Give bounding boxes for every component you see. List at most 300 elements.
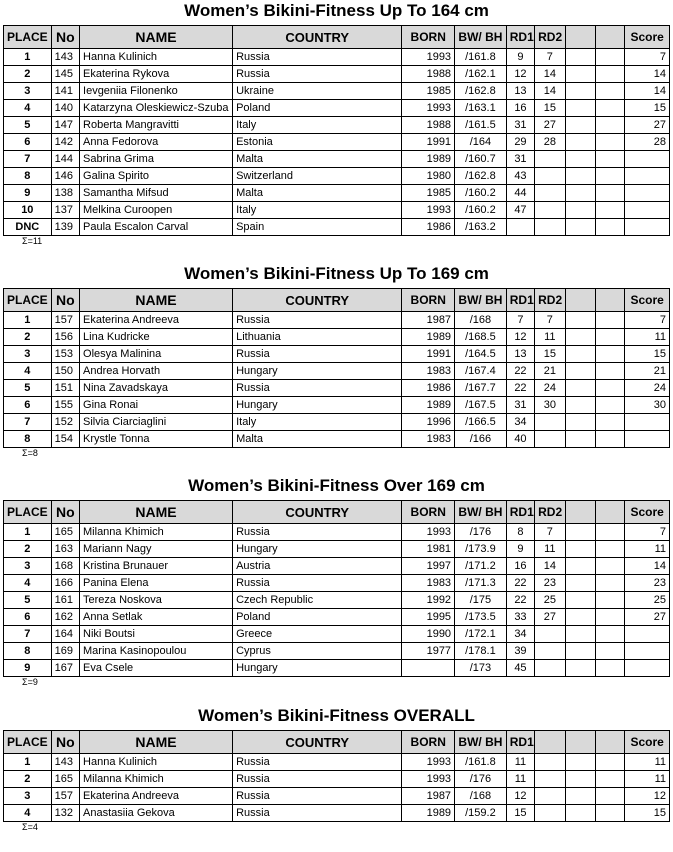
born-cell: 1991	[402, 346, 455, 363]
place-cell: 4	[4, 805, 52, 822]
table-row	[4, 168, 670, 185]
blank-cell	[565, 329, 595, 346]
score-cell: 27	[625, 609, 670, 626]
score-cell	[625, 202, 670, 219]
score-cell: 11	[625, 329, 670, 346]
rd1-cell: 16	[506, 100, 534, 117]
blank-cell	[565, 575, 595, 592]
blank-cell	[595, 524, 624, 541]
country-cell: Ukraine	[233, 83, 402, 100]
name-cell: Niki Boutsi	[80, 626, 233, 643]
rd2-cell	[535, 185, 565, 202]
born-cell: 1989	[402, 805, 455, 822]
name-cell: Gina Ronai	[80, 397, 233, 414]
blank-cell	[595, 771, 624, 788]
blank-cell	[565, 66, 595, 83]
bib-number-cell: 142	[51, 134, 79, 151]
rd2-cell: 30	[535, 397, 565, 414]
rd2-cell: 24	[535, 380, 565, 397]
blank-cell	[595, 134, 624, 151]
rd1-cell: 43	[506, 168, 534, 185]
header-bw-bh: BW/ BH	[455, 289, 507, 312]
rd2-cell	[535, 805, 565, 822]
bib-number-cell: 141	[51, 83, 79, 100]
rd1-cell	[506, 219, 534, 236]
table-row	[4, 575, 670, 592]
place-cell: 2	[4, 541, 52, 558]
header-blank	[595, 289, 624, 312]
born-cell: 1992	[402, 592, 455, 609]
country-cell: Hungary	[233, 541, 402, 558]
bw-bh-cell: /160.2	[455, 202, 507, 219]
bib-number-cell: 147	[51, 117, 79, 134]
name-cell: Ekaterina Andreeva	[80, 312, 233, 329]
rd1-cell: 22	[506, 363, 534, 380]
header-bw-bh: BW/ BH	[455, 26, 507, 49]
table-row	[4, 363, 670, 380]
blank-cell	[565, 219, 595, 236]
header-score: Score	[625, 289, 670, 312]
place-cell: 7	[4, 151, 52, 168]
header-blank	[595, 501, 624, 524]
bib-number-cell: 155	[51, 397, 79, 414]
born-cell: 1997	[402, 558, 455, 575]
blank-cell	[565, 168, 595, 185]
rd1-cell: 34	[506, 626, 534, 643]
header-born: BORN	[402, 731, 455, 754]
bib-number-cell: 165	[51, 771, 79, 788]
rd2-cell	[535, 219, 565, 236]
sigma-count: Σ=9	[22, 677, 38, 687]
country-cell: Cyprus	[233, 643, 402, 660]
score-cell: 15	[625, 346, 670, 363]
bw-bh-cell: /166.5	[455, 414, 507, 431]
header-born: BORN	[402, 289, 455, 312]
header-no: No	[51, 501, 79, 524]
results-section-3	[0, 476, 673, 688]
country-cell: Russia	[233, 771, 402, 788]
score-cell: 12	[625, 788, 670, 805]
country-cell: Russia	[233, 788, 402, 805]
header-no: No	[51, 289, 79, 312]
name-cell: Marina Kasinopoulou	[80, 643, 233, 660]
rd2-cell	[535, 771, 565, 788]
name-cell: Andrea Horvath	[80, 363, 233, 380]
rd1-cell: 13	[506, 346, 534, 363]
born-cell: 1988	[402, 117, 455, 134]
bib-number-cell: 157	[51, 312, 79, 329]
rd2-cell: 7	[535, 312, 565, 329]
country-cell: Greece	[233, 626, 402, 643]
score-cell: 11	[625, 771, 670, 788]
rd2-cell	[535, 414, 565, 431]
bib-number-cell: 161	[51, 592, 79, 609]
table-row	[4, 431, 670, 448]
place-cell: 3	[4, 558, 52, 575]
blank-cell	[565, 805, 595, 822]
score-cell	[625, 151, 670, 168]
place-cell: 7	[4, 626, 52, 643]
bib-number-cell: 167	[51, 660, 79, 677]
blank-cell	[595, 83, 624, 100]
place-cell: 1	[4, 49, 52, 66]
blank-cell	[595, 312, 624, 329]
rd1-cell: 40	[506, 431, 534, 448]
rd2-cell: 11	[535, 541, 565, 558]
country-cell: Russia	[233, 575, 402, 592]
born-cell: 1993	[402, 202, 455, 219]
place-cell: 3	[4, 83, 52, 100]
place-cell: 3	[4, 788, 52, 805]
table-row	[4, 100, 670, 117]
bw-bh-cell: /168	[455, 312, 507, 329]
born-cell: 1993	[402, 524, 455, 541]
blank-cell	[595, 626, 624, 643]
place-cell: 7	[4, 414, 52, 431]
bw-bh-cell: /162.8	[455, 168, 507, 185]
bib-number-cell: 164	[51, 626, 79, 643]
blank-cell	[565, 414, 595, 431]
born-cell: 1990	[402, 626, 455, 643]
place-cell: 6	[4, 134, 52, 151]
header-place: PLACE	[4, 26, 52, 49]
blank-cell	[565, 524, 595, 541]
blank-cell	[565, 312, 595, 329]
header-rd2	[535, 731, 565, 754]
table-row	[4, 117, 670, 134]
country-cell: Russia	[233, 380, 402, 397]
bw-bh-cell: /163.1	[455, 100, 507, 117]
bw-bh-cell: /164.5	[455, 346, 507, 363]
section-title: Women’s Bikini-Fitness Up To 169 cm	[184, 264, 489, 283]
born-cell: 1993	[402, 49, 455, 66]
header-rd1: RD1	[506, 501, 534, 524]
table-row	[4, 558, 670, 575]
results-section-1	[0, 1, 673, 247]
rd1-cell: 15	[506, 805, 534, 822]
blank-cell	[565, 49, 595, 66]
rd2-cell: 21	[535, 363, 565, 380]
rd2-cell: 14	[535, 558, 565, 575]
born-cell: 1993	[402, 100, 455, 117]
rd1-cell: 9	[506, 49, 534, 66]
blank-cell	[565, 185, 595, 202]
born-cell: 1993	[402, 771, 455, 788]
bib-number-cell: 165	[51, 524, 79, 541]
name-cell: Eva Csele	[80, 660, 233, 677]
name-cell: Tereza Noskova	[80, 592, 233, 609]
table-row	[4, 49, 670, 66]
header-country: COUNTRY	[233, 289, 402, 312]
born-cell: 1989	[402, 397, 455, 414]
score-cell: 15	[625, 805, 670, 822]
country-cell: Russia	[233, 49, 402, 66]
header-name: NAME	[80, 731, 233, 754]
bw-bh-cell: /161.8	[455, 49, 507, 66]
name-cell: Anna Fedorova	[80, 134, 233, 151]
rd1-cell: 12	[506, 788, 534, 805]
bw-bh-cell: /173	[455, 660, 507, 677]
rd2-cell	[535, 788, 565, 805]
blank-cell	[565, 626, 595, 643]
blank-cell	[565, 397, 595, 414]
rd2-cell: 11	[535, 329, 565, 346]
rd2-cell	[535, 643, 565, 660]
blank-cell	[565, 100, 595, 117]
blank-cell	[595, 151, 624, 168]
bw-bh-cell: /176	[455, 524, 507, 541]
place-cell: 5	[4, 592, 52, 609]
score-cell	[625, 414, 670, 431]
country-cell: Malta	[233, 431, 402, 448]
table-row	[4, 66, 670, 83]
blank-cell	[595, 788, 624, 805]
name-cell: Kristina Brunauer	[80, 558, 233, 575]
score-cell: 30	[625, 397, 670, 414]
country-cell: Austria	[233, 558, 402, 575]
born-cell	[402, 660, 455, 677]
header-country: COUNTRY	[233, 501, 402, 524]
table-row	[4, 380, 670, 397]
born-cell: 1991	[402, 134, 455, 151]
bib-number-cell: 150	[51, 363, 79, 380]
bib-number-cell: 137	[51, 202, 79, 219]
score-cell	[625, 185, 670, 202]
country-cell: Russia	[233, 524, 402, 541]
header-born: BORN	[402, 501, 455, 524]
rd2-cell	[535, 660, 565, 677]
table-header-row	[4, 731, 670, 754]
bw-bh-cell: /167.5	[455, 397, 507, 414]
header-blank	[565, 289, 595, 312]
rd1-cell: 47	[506, 202, 534, 219]
blank-cell	[565, 363, 595, 380]
place-cell: 5	[4, 380, 52, 397]
rd2-cell	[535, 202, 565, 219]
born-cell: 1993	[402, 754, 455, 771]
rd2-cell: 23	[535, 575, 565, 592]
table-row	[4, 83, 670, 100]
blank-cell	[595, 805, 624, 822]
name-cell: Anastasiia Gekova	[80, 805, 233, 822]
header-bw-bh: BW/ BH	[455, 731, 507, 754]
bw-bh-cell: /171.3	[455, 575, 507, 592]
rd1-cell: 44	[506, 185, 534, 202]
header-rd1: RD1	[506, 731, 534, 754]
bib-number-cell: 151	[51, 380, 79, 397]
place-cell: 2	[4, 66, 52, 83]
rd2-cell: 14	[535, 83, 565, 100]
blank-cell	[595, 202, 624, 219]
country-cell: Czech Republic	[233, 592, 402, 609]
country-cell: Spain	[233, 219, 402, 236]
section-title: Women’s Bikini-Fitness Over 169 cm	[188, 476, 485, 495]
header-no: No	[51, 26, 79, 49]
bw-bh-cell: /178.1	[455, 643, 507, 660]
rd1-cell: 12	[506, 329, 534, 346]
place-cell: 8	[4, 643, 52, 660]
born-cell: 1981	[402, 541, 455, 558]
blank-cell	[565, 660, 595, 677]
blank-cell	[595, 346, 624, 363]
table-row	[4, 660, 670, 677]
blank-cell	[565, 788, 595, 805]
table-row	[4, 805, 670, 822]
rd1-cell: 9	[506, 541, 534, 558]
rd1-cell: 31	[506, 397, 534, 414]
header-rd2: RD2	[535, 26, 565, 49]
header-name: NAME	[80, 26, 233, 49]
name-cell: Samantha Mifsud	[80, 185, 233, 202]
table-row	[4, 771, 670, 788]
country-cell: Hungary	[233, 660, 402, 677]
header-blank	[595, 731, 624, 754]
name-cell: Ekaterina Rykova	[80, 66, 233, 83]
place-cell: DNC	[4, 219, 52, 236]
rd2-cell: 25	[535, 592, 565, 609]
blank-cell	[565, 541, 595, 558]
name-cell: Olesya Malinina	[80, 346, 233, 363]
bw-bh-cell: /167.4	[455, 363, 507, 380]
header-name: NAME	[80, 289, 233, 312]
score-cell: 15	[625, 100, 670, 117]
header-place: PLACE	[4, 731, 52, 754]
country-cell: Hungary	[233, 397, 402, 414]
name-cell: Krystle Tonna	[80, 431, 233, 448]
bw-bh-cell: /171.2	[455, 558, 507, 575]
born-cell: 1983	[402, 575, 455, 592]
bw-bh-cell: /176	[455, 771, 507, 788]
header-rd2: RD2	[535, 501, 565, 524]
rd2-cell: 15	[535, 346, 565, 363]
blank-cell	[565, 151, 595, 168]
score-cell: 14	[625, 83, 670, 100]
name-cell: Lina Kudricke	[80, 329, 233, 346]
born-cell: 1986	[402, 219, 455, 236]
rd1-cell: 11	[506, 771, 534, 788]
blank-cell	[595, 575, 624, 592]
score-cell: 21	[625, 363, 670, 380]
header-blank	[595, 26, 624, 49]
rd2-cell: 28	[535, 134, 565, 151]
rd2-cell	[535, 168, 565, 185]
bib-number-cell: 157	[51, 788, 79, 805]
rd2-cell: 7	[535, 524, 565, 541]
bib-number-cell: 139	[51, 219, 79, 236]
bib-number-cell: 162	[51, 609, 79, 626]
rd1-cell: 29	[506, 134, 534, 151]
blank-cell	[595, 329, 624, 346]
bw-bh-cell: /162.1	[455, 66, 507, 83]
rd1-cell: 39	[506, 643, 534, 660]
name-cell: Ekaterina Andreeva	[80, 788, 233, 805]
bib-number-cell: 146	[51, 168, 79, 185]
header-score: Score	[625, 731, 670, 754]
bib-number-cell: 153	[51, 346, 79, 363]
results-table	[3, 25, 670, 236]
bw-bh-cell: /172.1	[455, 626, 507, 643]
born-cell: 1980	[402, 168, 455, 185]
rd1-cell: 7	[506, 312, 534, 329]
rd1-cell: 31	[506, 151, 534, 168]
bib-number-cell: 132	[51, 805, 79, 822]
sigma-count: Σ=4	[22, 822, 38, 832]
born-cell: 1987	[402, 312, 455, 329]
bib-number-cell: 140	[51, 100, 79, 117]
bw-bh-cell: /164	[455, 134, 507, 151]
bw-bh-cell: /168	[455, 788, 507, 805]
bw-bh-cell: /175	[455, 592, 507, 609]
country-cell: Malta	[233, 151, 402, 168]
country-cell: Italy	[233, 202, 402, 219]
blank-cell	[595, 609, 624, 626]
bib-number-cell: 143	[51, 49, 79, 66]
results-table	[3, 730, 670, 822]
table-row	[4, 609, 670, 626]
bib-number-cell: 138	[51, 185, 79, 202]
table-row	[4, 788, 670, 805]
table-row	[4, 524, 670, 541]
name-cell: Nina Zavadskaya	[80, 380, 233, 397]
born-cell: 1995	[402, 609, 455, 626]
country-cell: Switzerland	[233, 168, 402, 185]
rd1-cell: 22	[506, 575, 534, 592]
place-cell: 1	[4, 524, 52, 541]
bib-number-cell: 144	[51, 151, 79, 168]
bw-bh-cell: /162.8	[455, 83, 507, 100]
country-cell: Russia	[233, 66, 402, 83]
country-cell: Lithuania	[233, 329, 402, 346]
score-cell: 7	[625, 49, 670, 66]
section-title: Women’s Bikini-Fitness Up To 164 cm	[184, 1, 489, 20]
country-cell: Poland	[233, 609, 402, 626]
table-header-row	[4, 289, 670, 312]
place-cell: 9	[4, 660, 52, 677]
blank-cell	[565, 609, 595, 626]
place-cell: 4	[4, 575, 52, 592]
blank-cell	[595, 643, 624, 660]
blank-cell	[595, 380, 624, 397]
country-cell: Poland	[233, 100, 402, 117]
bib-number-cell: 145	[51, 66, 79, 83]
place-cell: 3	[4, 346, 52, 363]
place-cell: 6	[4, 397, 52, 414]
born-cell: 1983	[402, 431, 455, 448]
header-rd1: RD1	[506, 26, 534, 49]
bw-bh-cell: /167.7	[455, 380, 507, 397]
score-cell: 23	[625, 575, 670, 592]
bib-number-cell: 154	[51, 431, 79, 448]
country-cell: Hungary	[233, 363, 402, 380]
blank-cell	[565, 134, 595, 151]
section-title: Women’s Bikini-Fitness OVERALL	[198, 706, 475, 725]
name-cell: Panina Elena	[80, 575, 233, 592]
bw-bh-cell: /160.2	[455, 185, 507, 202]
bw-bh-cell: /173.9	[455, 541, 507, 558]
place-cell: 5	[4, 117, 52, 134]
bib-number-cell: 163	[51, 541, 79, 558]
score-cell	[625, 431, 670, 448]
bw-bh-cell: /161.5	[455, 117, 507, 134]
born-cell: 1977	[402, 643, 455, 660]
header-score: Score	[625, 26, 670, 49]
country-cell: Italy	[233, 117, 402, 134]
results-section-2	[0, 264, 673, 459]
score-cell	[625, 168, 670, 185]
table-row	[4, 134, 670, 151]
rd1-cell: 22	[506, 380, 534, 397]
rd2-cell	[535, 754, 565, 771]
